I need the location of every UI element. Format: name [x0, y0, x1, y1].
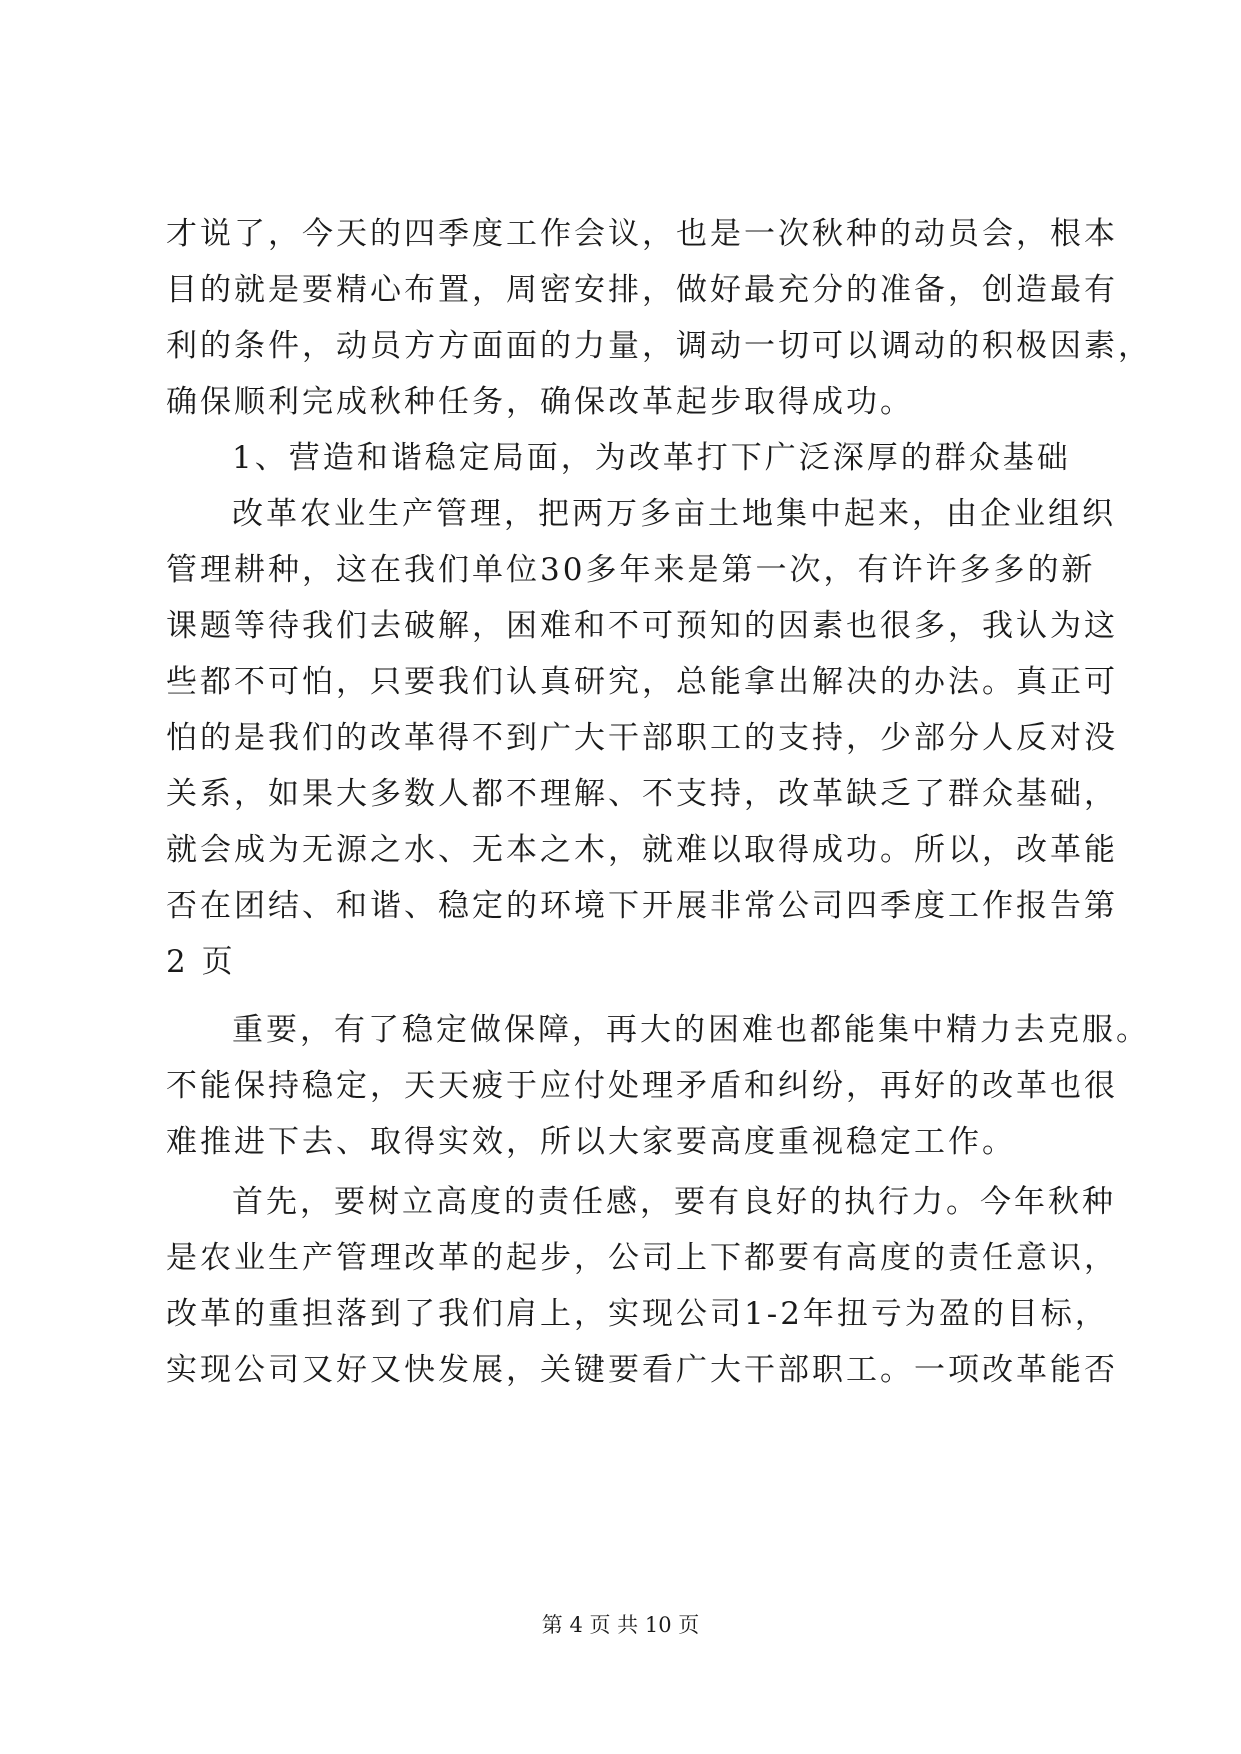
text-line: 首先，要树立高度的责任感，要有良好的执行力。今年秋种 — [232, 1184, 1116, 1220]
text-line: 怕的是我们的改革得不到广大干部职工的支持，少部分人反对没 — [166, 720, 1118, 756]
page-footer: 第 4 页 共 10 页 — [541, 1613, 700, 1637]
text-line: 关系，如果大多数人都不理解、不支持，改革缺乏了群众基础， — [166, 776, 1118, 812]
text-line: 课题等待我们去破解，困难和不可预知的因素也很多，我认为这 — [166, 608, 1118, 644]
text-line: 目的就是要精心布置，周密安排，做好最充分的准备，创造最有 — [166, 272, 1118, 308]
text-line: 管理耕种，这在我们单位30多年来是第一次，有许许多多的新 — [166, 552, 1096, 588]
text-line: 不能保持稳定，天天疲于应付处理矛盾和纠纷，再好的改革也很 — [166, 1068, 1118, 1104]
text-line: 确保顺利完成秋种任务，确保改革起步取得成功。 — [166, 384, 914, 420]
text-line: 才说了，今天的四季度工作会议，也是一次秋种的动员会，根本 — [166, 216, 1118, 252]
text-line: 是农业生产管理改革的起步，公司上下都要有高度的责任意识， — [166, 1240, 1118, 1276]
text-line: 利的条件，动员方方面面的力量，调动一切可以调动的积极因素， — [166, 328, 1152, 364]
text-line: 难推进下去、取得实效，所以大家要高度重视稳定工作。 — [166, 1124, 1016, 1160]
text-line: 否在团结、和谐、稳定的环境下开展非常公司四季度工作报告第 — [166, 888, 1118, 924]
text-line: 实现公司又好又快发展，关键要看广大干部职工。一项改革能否 — [166, 1352, 1118, 1388]
text-line: 些都不可怕，只要我们认真研究，总能拿出解决的办法。真正可 — [166, 664, 1118, 700]
text-line: 改革农业生产管理，把两万多亩土地集中起来，由企业组织 — [232, 496, 1116, 532]
section-heading: 1、营造和谐稳定局面，为改革打下广泛深厚的群众基础 — [232, 440, 1071, 476]
text-line: 重要，有了稳定做保障，再大的困难也都能集中精力去克服。 — [232, 1012, 1150, 1048]
text-line: 就会成为无源之水、无本之木，就难以取得成功。所以，改革能 — [166, 832, 1118, 868]
text-line: 改革的重担落到了我们肩上，实现公司1-2年扭亏为盈的目标， — [166, 1296, 1109, 1332]
text-line: 2 页 — [166, 944, 236, 980]
